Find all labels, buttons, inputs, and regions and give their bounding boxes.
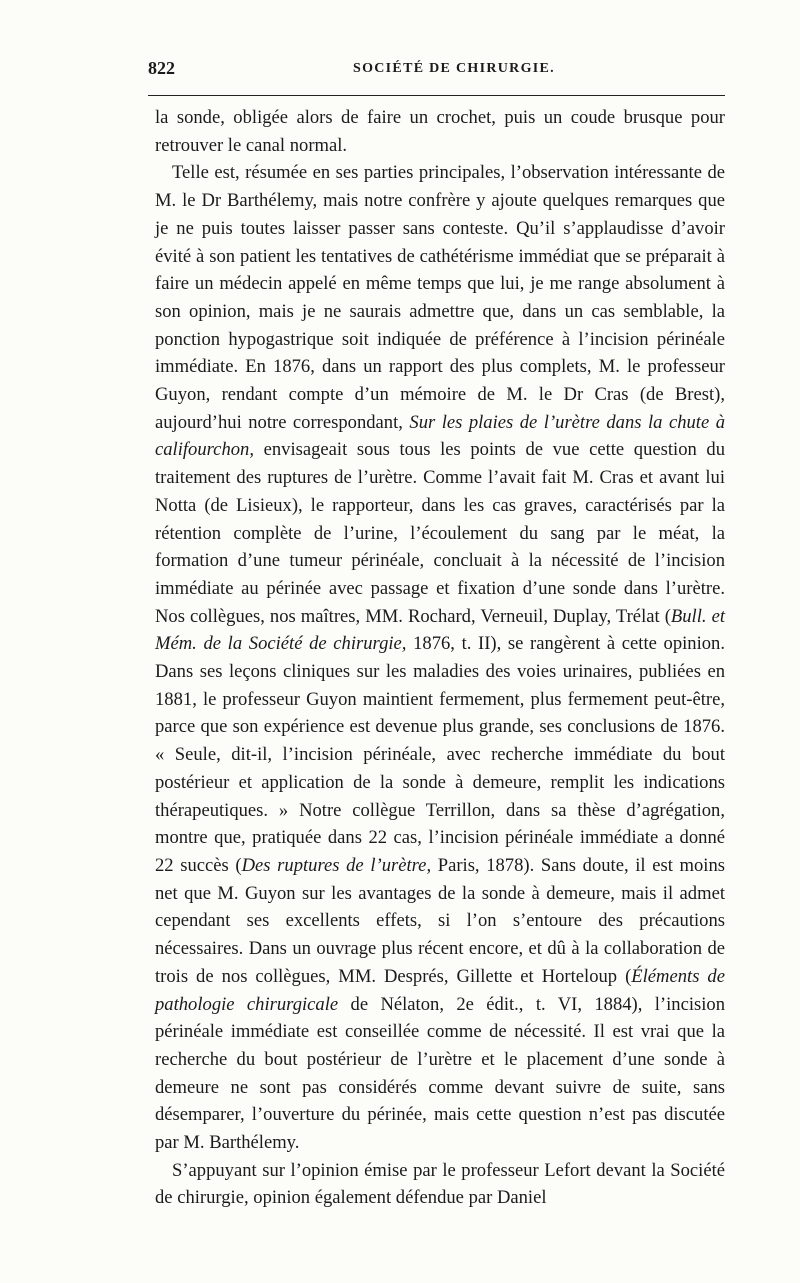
page-header: [148, 58, 725, 88]
citation-title: Des ruptures de l’urètre,: [241, 854, 432, 876]
citation-title: Éléments de pathologie chirurgicale: [155, 965, 725, 1015]
paragraph-2: [155, 159, 725, 1156]
paragraph-2-text: Paris, 1878). Sans doute, il est moins net que M. Guyon sur les avantages de la sonde à demeure, mais il admet cependant ses excellents effets, si l’on s’entoure des précautions nécessaires. Dans un ouvrage plus récent encore, et dû à la collaboration de trois de nos collègues, MM. Després, Gillette et Horteloup (: [155, 854, 725, 987]
paragraph-1: la sonde, obligée alors de faire un crochet, puis un coude brusque pour retrouver le canal normal.: [155, 107, 725, 156]
page-number: 822: [148, 58, 175, 78]
paragraph-2-text: 1876, t. II), se rangèrent à cette opinion. Dans ses leçons cliniques sur les maladies des voies urinaires, publiées en 1881, le professeur Guyon maintient fermement, plus fermement peut-être, parce que son expérience est devenue plus grande, ses conclusions de 1876. « Seule, dit-il, l’incision périnéale, avec recherche immédiate du bout postérieur et application de la sonde à demeure, remplit les indications thérapeutiques. » Notre collègue Terrillon, dans sa thèse d’agrégation, montre que, pratiquée dans 22 cas, l’incision périnéale immédiate a donné 22 succès (: [155, 633, 725, 876]
paragraph-2-text: de Nélaton, 2e édit., t. VI, 1884), l’incision périnéale immédiate est conseillée comme de nécessité. Il est vrai que la recherche du bout postérieur de l’urètre et le placement d’une sonde à demeure ne sont pas considérés comme devant suivre de suite, sans désemparer, l’ouverture du périnée, mais cette question n’est pas discutée par M. Barthélemy.: [155, 993, 725, 1154]
paragraph-2-text: Telle est, résumée en ses parties principales, l’observation intéressante de M. le Dr Barthélemy, mais notre confrère y ajoute quelques remarques que je ne puis toutes laisser passer sans conteste. Qu’il s’applaudisse d’avoir évité à son patient les tentatives de cathétérisme immédiat que se préparait à faire un médecin appelé en même temps que lui, je me range absolument à son opinion, mais je ne saurais admettre que, dans un cas semblable, la ponction hypogastrique soit indiquée de préférence à l’incision périnéale immédiate. En 1876, dans un rapport des plus complets, M. le professeur Guyon, rendant compte d’un mémoire de M. le Dr Cras (de Brest), aujourd’hui notre correspondant,: [155, 162, 725, 433]
header-rule: [148, 95, 725, 96]
body-text: [155, 104, 725, 1212]
citation-title: Bull. et Mém. de la Société de chirurgie,: [155, 605, 725, 655]
paragraph-3: S’appuyant sur l’opinion émise par le professeur Lefort devant la Société de chirurgie, opinion également défendue par Daniel: [155, 1159, 725, 1209]
paragraph-2-text: envisageait sous tous les points de vue cette question du traitement des ruptures de l’urètre. Comme l’avait fait M. Cras et avant lui Notta (de Lisieux), le rapporteur, dans les cas graves, caractérisés par la rétention complète de l’urine, l’écoulement du sang par le méat, la formation d’une tumeur périnéale, concluait à la nécessité de l’incision immédiate au périnée avec passage et fixation d’une sonde dans l’urètre. Nos collègues, nos maîtres, MM. Rochard, Verneuil, Duplay, Trélat (: [155, 439, 725, 627]
running-title: SOCIÉTÉ DE CHIRURGIE.: [353, 61, 555, 76]
citation-title: Sur les plaies de l’urètre dans la chute à califourchon,: [155, 411, 725, 461]
